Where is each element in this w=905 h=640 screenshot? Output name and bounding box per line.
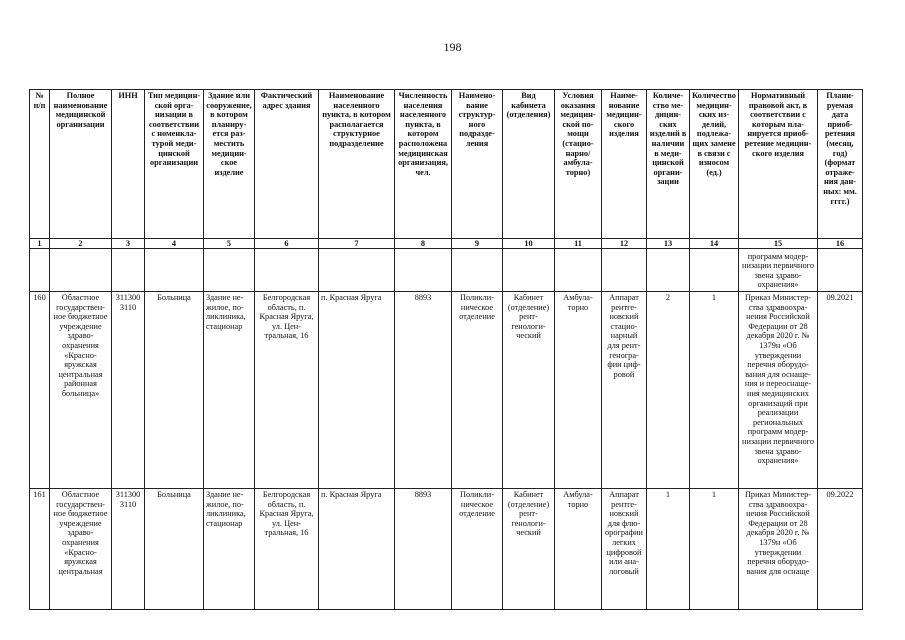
device-name: Аппарат рентгеновский стационарный для рентгенографии цифровой — [602, 292, 647, 489]
equipment-table — [29, 89, 863, 610]
population: 8893 — [395, 489, 452, 610]
header-cell: Наименование медицинского изделия — [602, 90, 647, 239]
header-cell: Условия оказания медицинской помощи (стационарно/ амбулаторно) — [555, 90, 602, 239]
header-cell: Количество медицинских изделий в наличии в медицинской организации — [647, 90, 690, 239]
column-number: 8 — [395, 239, 452, 249]
continuation-text: программ модернизации первичного звена здравоохранения» — [739, 249, 818, 292]
column-number: 15 — [739, 239, 818, 249]
quantity-available: 2 — [647, 292, 690, 489]
table-row — [30, 292, 863, 489]
column-number: 11 — [555, 239, 602, 249]
header-cell: Здание или сооружение, в котором планируется разместить медицинское изделие — [204, 90, 255, 239]
column-number: 2 — [50, 239, 112, 249]
purchase-date: 09.2021 — [818, 292, 863, 489]
organization-name: Областное государственное бюджетное учреждение здравоохранения «Краснояружская центральная районная больница» — [50, 292, 112, 489]
column-number: 1 — [30, 239, 50, 249]
purchase-date: 09.2022 — [818, 489, 863, 610]
cabinet-type: Кабинет (отделение) рентгенологический — [503, 489, 555, 610]
continuation-row — [30, 249, 863, 292]
column-number: 5 — [204, 239, 255, 249]
quantity-available: 1 — [647, 489, 690, 610]
structural-unit: Поликлиническое отделение — [452, 489, 503, 610]
legal-act: Приказ Министерства здравоохранения Российской Федерации от 28 декабря 2020 г. № 1379н «Об утверждении перечня оборудования для оснаще — [739, 489, 818, 610]
column-number-row — [30, 239, 863, 249]
organization-name: Областное государственное бюджетное учреждение здравоохранения «Краснояружская центральная — [50, 489, 112, 610]
header-cell: Вид кабинета (отделения) — [503, 90, 555, 239]
column-number: 16 — [818, 239, 863, 249]
header-cell: Наименование структурного подразделения — [452, 90, 503, 239]
column-number: 9 — [452, 239, 503, 249]
header-cell: ИНН — [112, 90, 145, 239]
quantity-to-replace: 1 — [690, 292, 739, 489]
building: Здание нежилое, поликлиника, стационар — [204, 489, 255, 610]
header-cell: Полное наименование медицинской организации — [50, 90, 112, 239]
row-number: 160 — [30, 292, 50, 489]
column-number: 7 — [319, 239, 395, 249]
locality: п. Красная Яруга — [319, 292, 395, 489]
population: 8893 — [395, 292, 452, 489]
organization-type: Больница — [145, 292, 204, 489]
column-number: 3 — [112, 239, 145, 249]
header-cell: Фактический адрес здания — [255, 90, 319, 239]
locality: п. Красная Яруга — [319, 489, 395, 610]
column-number: 12 — [602, 239, 647, 249]
header-cell: Количество медицинских изделий, подлежащих замене в связи с износом (ед.) — [690, 90, 739, 239]
cabinet-type: Кабинет (отделение) рентгенологический — [503, 292, 555, 489]
address: Белгородская область, п. Красная Яруга, ул. Центральная, 16 — [255, 489, 319, 610]
quantity-to-replace: 1 — [690, 489, 739, 610]
header-cell: Планируемая дата приобретения (месяц, год) (формат отражения данных: мм. гггг.) — [818, 90, 863, 239]
table-row — [30, 489, 863, 610]
legal-act: Приказ Министерства здравоохранения Российской Федерации от 28 декабря 2020 г. № 1379н «Об утверждении перечня оборудования для оснащения и переоснащения медицинских организаций при реализации региональных программ модернизации первичного звена здравоохранения» — [739, 292, 818, 489]
structural-unit: Поликлиническое отделение — [452, 292, 503, 489]
header-cell: Наименование населенного пункта, в котором располагается структурное подразделение — [319, 90, 395, 239]
column-number: 14 — [690, 239, 739, 249]
column-number: 6 — [255, 239, 319, 249]
header-row — [30, 90, 863, 239]
header-cell: Тип медицинской организации в соответствии с номенклатурой медицинской организации — [145, 90, 204, 239]
column-number: 10 — [503, 239, 555, 249]
header-cell: Численность населения населенного пункта, в котором расположена медицинская организация, чел. — [395, 90, 452, 239]
header-cell: № п/п — [30, 90, 50, 239]
column-number: 4 — [145, 239, 204, 249]
device-name: Аппарат рентгеновский для флюорографии легких цифровой или аналоговый — [602, 489, 647, 610]
row-number: 161 — [30, 489, 50, 610]
address: Белгородская область, п. Красная Яруга, ул. Центральная, 16 — [255, 292, 319, 489]
care-conditions: Амбулаторно — [555, 292, 602, 489]
page-number: 198 — [443, 40, 462, 54]
care-conditions: Амбулаторно — [555, 489, 602, 610]
organization-type: Больница — [145, 489, 204, 610]
column-number: 13 — [647, 239, 690, 249]
inn: 311300 3110 — [112, 489, 145, 610]
inn: 311300 3110 — [112, 292, 145, 489]
header-cell: Нормативный правовой акт, в соответствии с которым планируется приобретение медицинского изделия — [739, 90, 818, 239]
building: Здание нежилое, поликлиника, стационар — [204, 292, 255, 489]
